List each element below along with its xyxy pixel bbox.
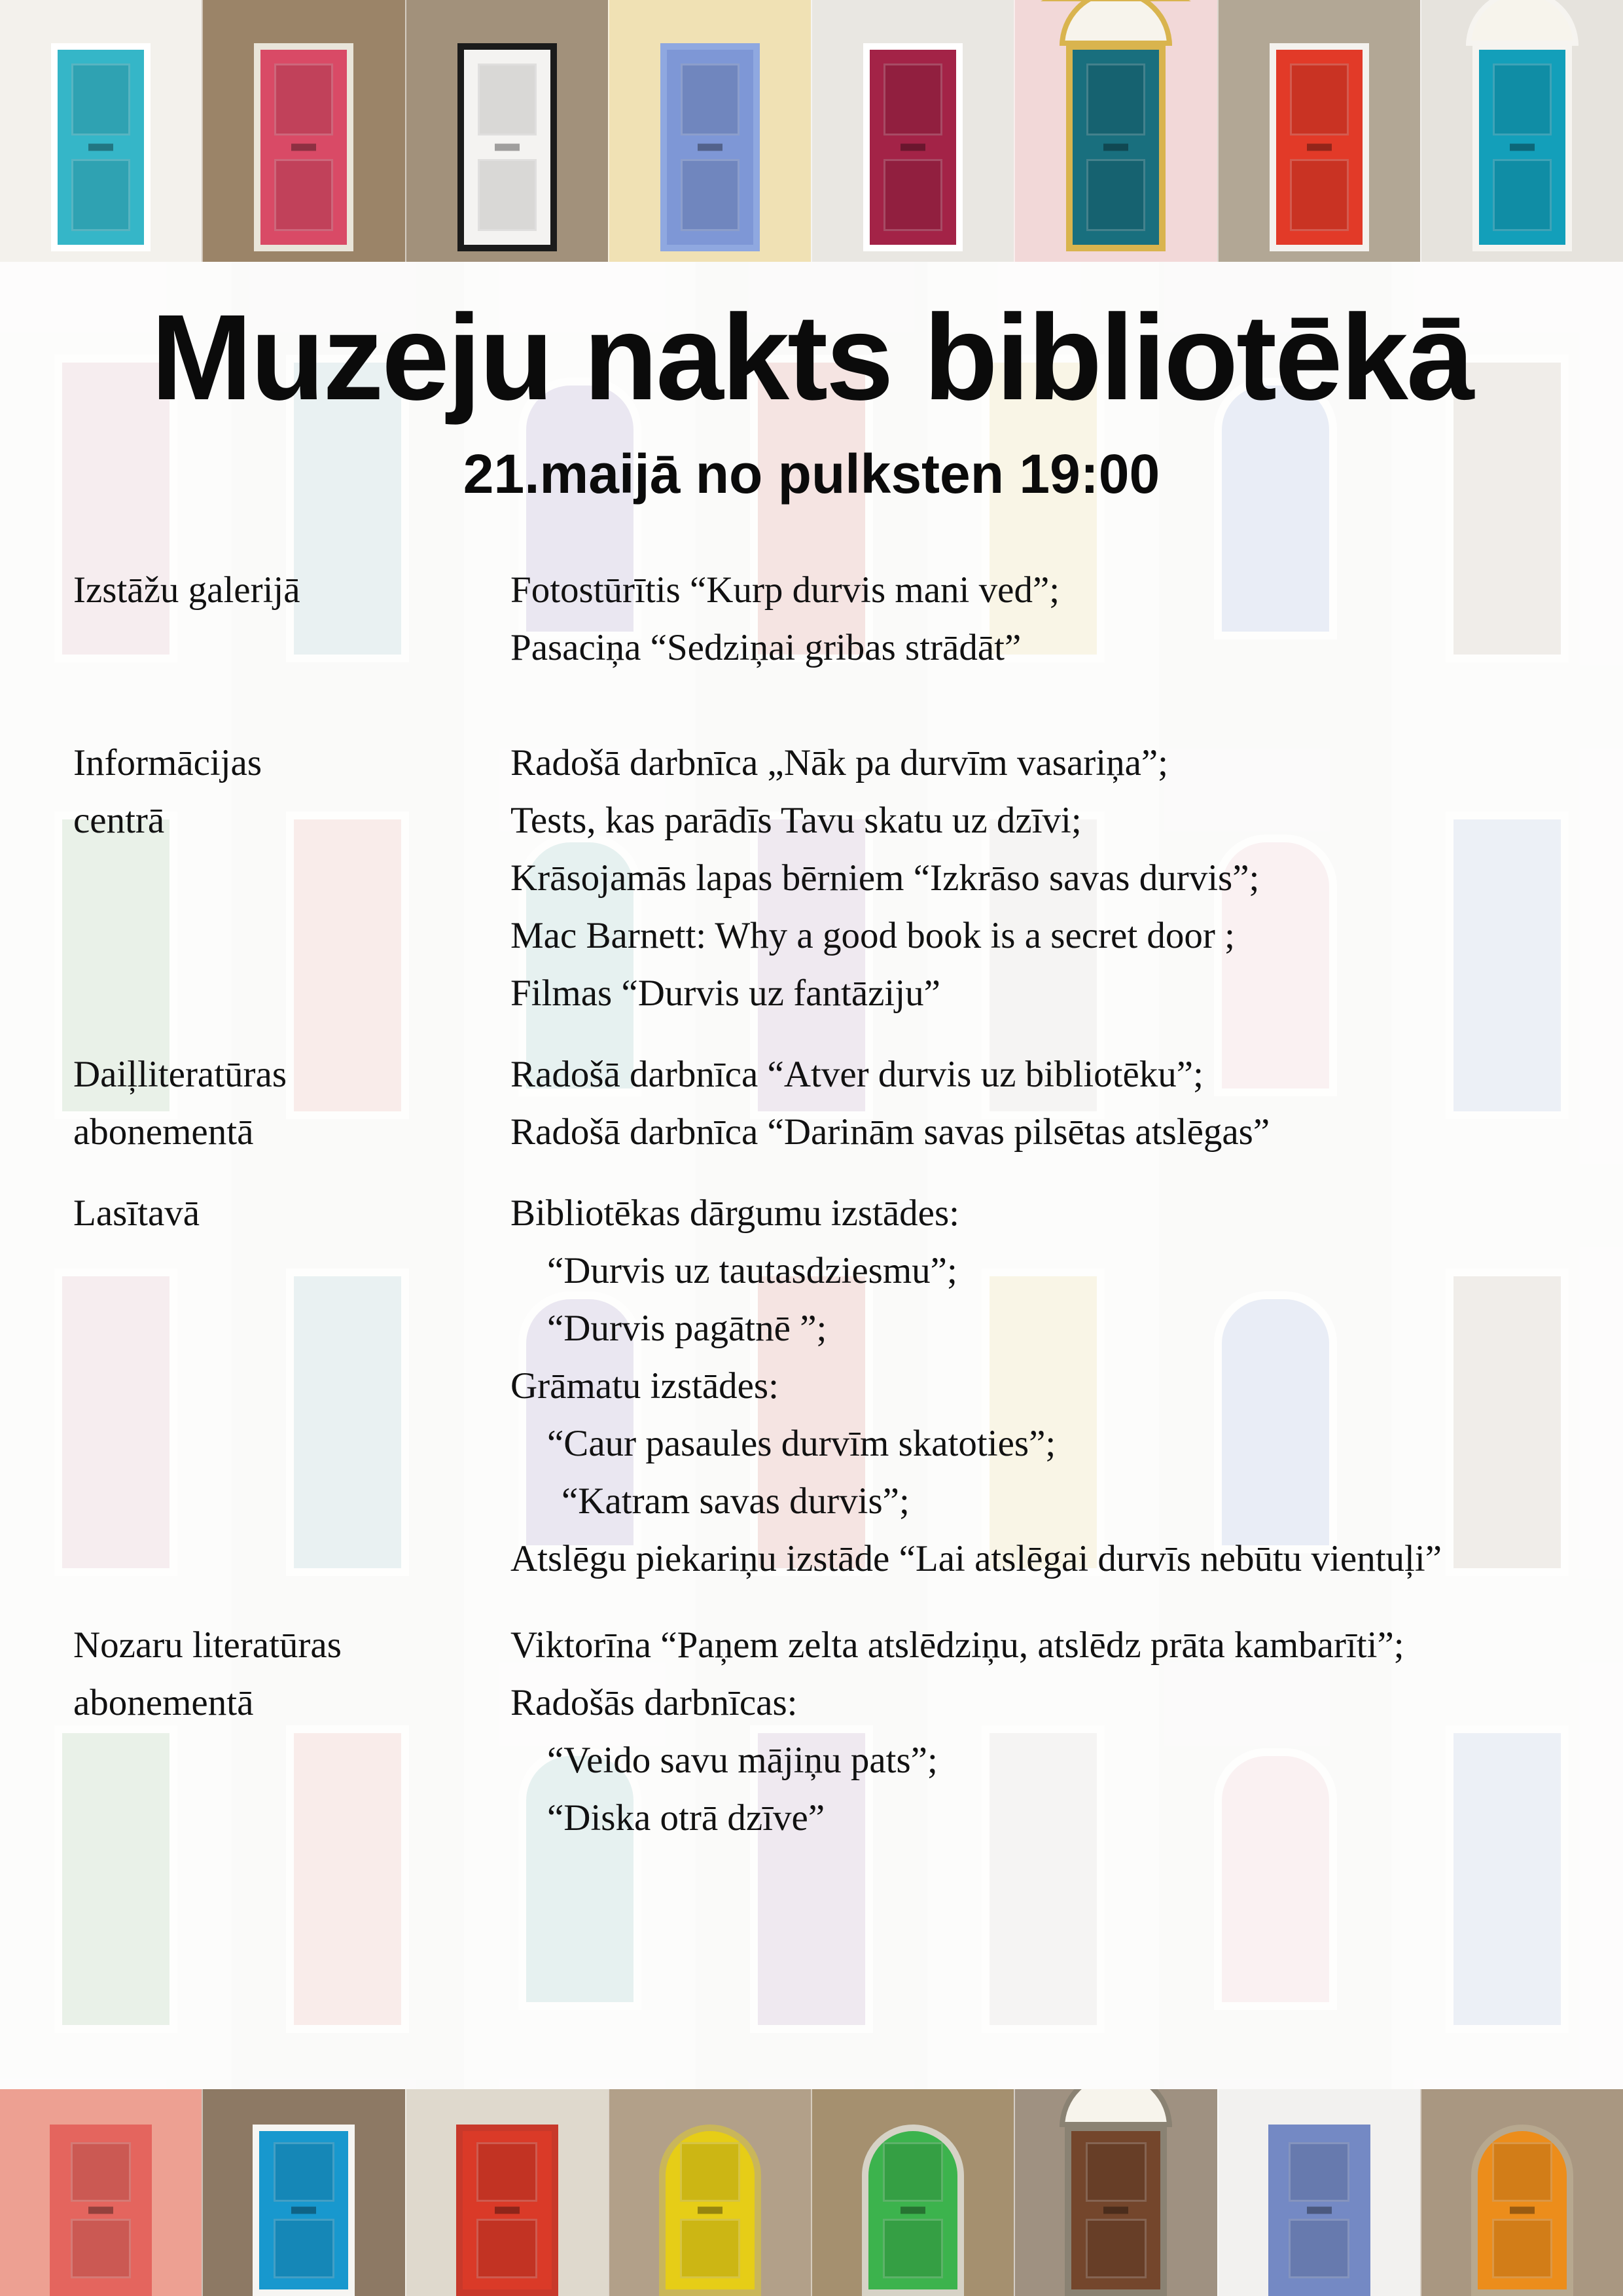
letterbox bbox=[698, 144, 722, 151]
pink-door-stone-porch-photo bbox=[202, 0, 404, 262]
periwinkle-glass-door-photo bbox=[1217, 2089, 1420, 2296]
door bbox=[51, 43, 151, 251]
activity-line: Radošās darbnīcas: bbox=[510, 1682, 798, 1724]
activity-line: Radošā darbnīca “Atver durvis uz bibliotēku”; bbox=[510, 1054, 1204, 1096]
red-door-white-porch-photo bbox=[405, 2089, 608, 2296]
letterbox bbox=[291, 144, 316, 151]
activity-line: Pasaciņa “Sedziņai gribas strādāt” bbox=[510, 627, 1022, 669]
door bbox=[863, 43, 963, 251]
activity-line: Grāmatu izstādes: bbox=[510, 1365, 779, 1407]
coral-door-salmon-wall-photo bbox=[0, 2089, 202, 2296]
letterbox bbox=[901, 2207, 925, 2214]
door bbox=[862, 2125, 964, 2296]
door bbox=[1268, 2125, 1370, 2296]
red-door-grey-stone-photo bbox=[1217, 0, 1420, 262]
letterbox bbox=[1103, 2207, 1128, 2214]
letterbox bbox=[495, 144, 520, 151]
letterbox bbox=[495, 2207, 520, 2214]
location-label: Nozaru literatūras abonementā bbox=[73, 1624, 342, 1724]
activity-line: Radošā darbnīca „Nāk pa durvīm vasariņa”; bbox=[510, 742, 1169, 784]
page-title: Muzeju nakts bibliotēkā bbox=[151, 290, 1472, 425]
location-label: Izstāžu galerijā bbox=[73, 569, 300, 611]
event-date-subtitle: 21.maijā no pulksten 19:00 bbox=[463, 442, 1160, 505]
location-label: Daiļliteratūras abonementā bbox=[73, 1054, 287, 1153]
cyan-door-arched-fanlight-photo bbox=[1420, 0, 1623, 262]
door bbox=[1066, 43, 1166, 251]
door bbox=[456, 2125, 558, 2296]
turquoise-door-white-wall-photo bbox=[0, 0, 202, 262]
activity-line: Filmas “Durvis uz fantāziju” bbox=[510, 973, 940, 1014]
bottom-door-photo-strip bbox=[0, 2089, 1623, 2296]
programme-section bbox=[73, 1617, 1590, 1847]
door bbox=[1270, 43, 1369, 251]
activity-line: Fotostūrītis “Kurp durvis mani ved”; bbox=[510, 569, 1060, 611]
azure-door-white-frame-photo bbox=[202, 2089, 404, 2296]
activity-list bbox=[510, 1046, 1531, 1161]
white-door-black-frame-photo bbox=[405, 0, 608, 262]
location-label: Lasītavā bbox=[73, 1193, 200, 1234]
activity-line: Atslēgu piekariņu izstāde “Lai atslēgai durvīs nebūtu vientuļi” bbox=[510, 1538, 1442, 1580]
programme-section bbox=[73, 1185, 1590, 1588]
activity-list bbox=[510, 734, 1531, 1022]
letterbox bbox=[1307, 144, 1332, 151]
teal-door-pink-pediment-photo bbox=[1014, 0, 1217, 262]
programme-section bbox=[73, 734, 1590, 1022]
activity-list bbox=[510, 562, 1531, 677]
letterbox bbox=[901, 144, 925, 151]
door bbox=[660, 43, 760, 251]
letterbox bbox=[1307, 2207, 1332, 2214]
location-label: Informācijas centrā bbox=[73, 742, 262, 842]
activity-line: “Durvis pagātnē ”; bbox=[547, 1308, 827, 1350]
letterbox bbox=[1103, 144, 1128, 151]
activity-line: Tests, kas parādīs Tavu skatu uz dzīvi; bbox=[510, 800, 1082, 842]
door bbox=[253, 2125, 355, 2296]
activity-list bbox=[510, 1185, 1531, 1588]
door bbox=[1065, 2125, 1167, 2296]
programme-sections bbox=[0, 562, 1623, 1847]
door bbox=[659, 2125, 761, 2296]
letterbox bbox=[1510, 2207, 1535, 2214]
activity-line: Krāsojamās lapas bērniem “Izkrāso savas durvis”; bbox=[510, 857, 1260, 899]
activity-line: Bibliotēkas dārgumu izstādes: bbox=[510, 1193, 960, 1234]
door bbox=[1471, 2125, 1573, 2296]
top-door-photo-strip bbox=[0, 0, 1623, 262]
activity-line: “Katram savas durvis”; bbox=[562, 1480, 910, 1522]
letterbox bbox=[88, 2207, 113, 2214]
fanlight-window bbox=[1466, 0, 1578, 46]
programme-section bbox=[73, 562, 1590, 677]
door bbox=[1472, 43, 1572, 251]
letterbox bbox=[291, 2207, 316, 2214]
activity-line: Viktorīna “Paņem zelta atslēdziņu, atslēdz prāta kambarīti”; bbox=[510, 1624, 1404, 1666]
activity-line: “Veido savu mājiņu pats”; bbox=[547, 1740, 938, 1782]
door bbox=[50, 2125, 152, 2296]
activity-line: “Durvis uz tautasdziesmu”; bbox=[547, 1250, 957, 1292]
activity-list bbox=[510, 1617, 1531, 1847]
burgundy-door-lantern-wall-photo bbox=[811, 0, 1014, 262]
yellow-arched-door-photo bbox=[608, 2089, 811, 2296]
activity-line: Radošā darbnīca “Darinām savas pilsētas atslēgas” bbox=[510, 1111, 1270, 1153]
programme-section bbox=[73, 1046, 1590, 1161]
activity-line: “Caur pasaules durvīm skatoties”; bbox=[547, 1423, 1056, 1465]
door bbox=[457, 43, 557, 251]
door-pediment bbox=[1041, 0, 1191, 1]
orange-arched-door-photo bbox=[1420, 2089, 1623, 2296]
blue-door-cream-wall-photo bbox=[608, 0, 811, 262]
letterbox bbox=[698, 2207, 722, 2214]
letterbox bbox=[88, 144, 113, 151]
brown-wood-door-fanlight-photo bbox=[1014, 2089, 1217, 2296]
fanlight-window bbox=[1060, 0, 1172, 46]
headline-block bbox=[0, 262, 1623, 504]
green-arched-door-photo bbox=[811, 2089, 1014, 2296]
activity-line: “Diska otrā dzīve” bbox=[547, 1797, 825, 1839]
letterbox bbox=[1510, 144, 1535, 151]
activity-line: Mac Barnett: Why a good book is a secret door ; bbox=[510, 915, 1235, 957]
fanlight-window bbox=[1060, 2089, 1172, 2127]
door bbox=[254, 43, 353, 251]
